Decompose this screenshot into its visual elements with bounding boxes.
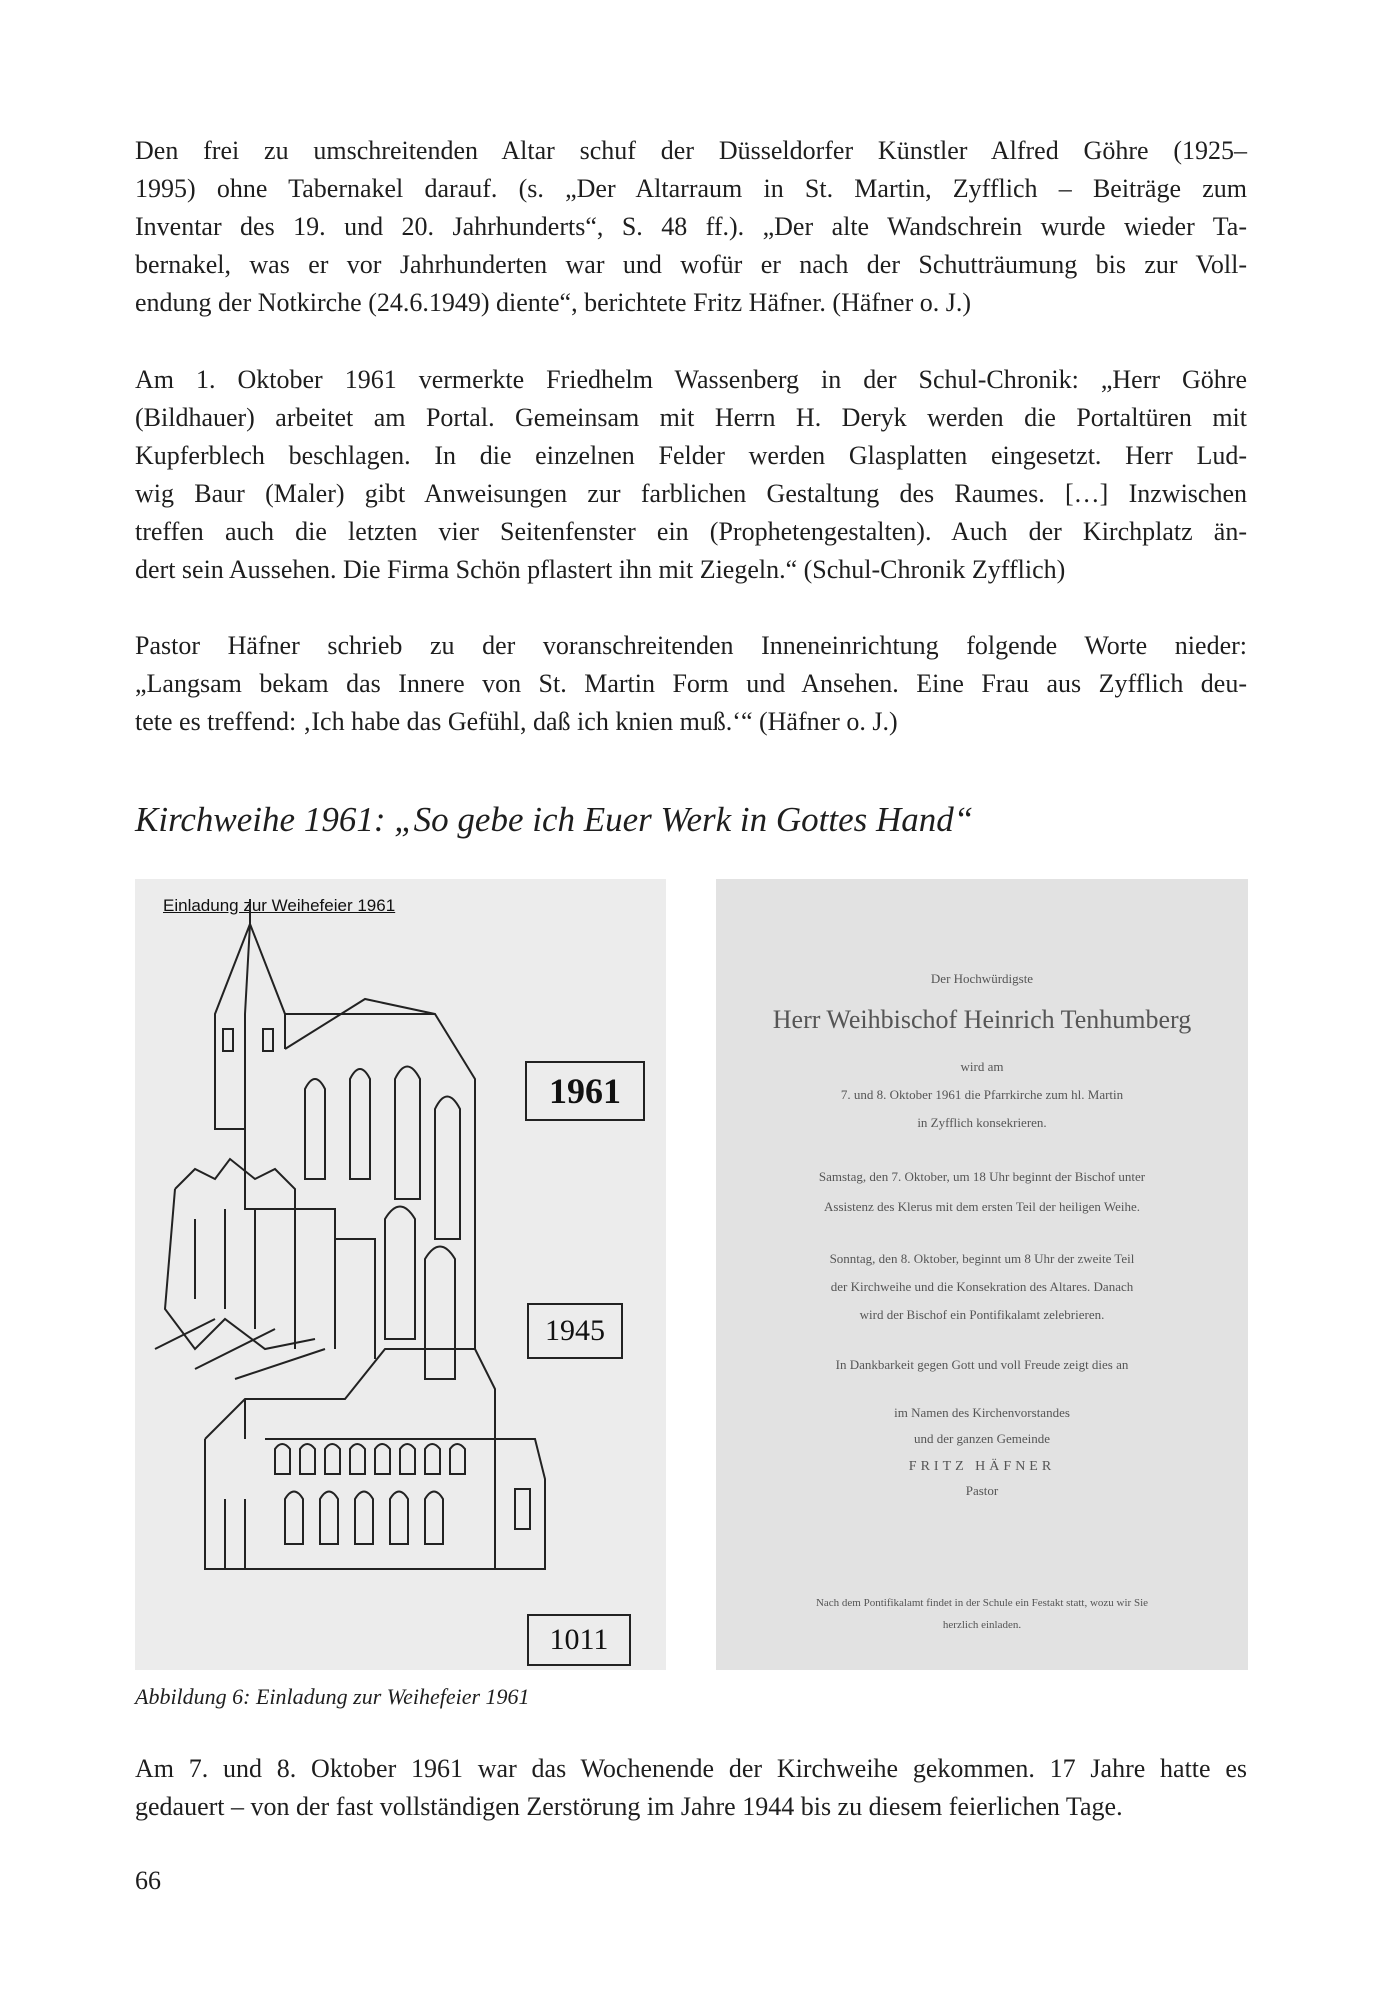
invitation-saturday-2: Assistenz des Klerus mit dem ersten Teil der heiligen Weihe. — [824, 1199, 1140, 1214]
paragraph-line: wig Baur (Maler) gibt Anweisungen zur farblichen Gestaltung des Raumes. […] Inzwischen — [135, 479, 1247, 508]
paragraph-school-chronicle — [135, 361, 1247, 589]
church-drawing — [135, 879, 666, 1670]
invitation-sunday-2: der Kirchweihe und die Konsekration des Altares. Danach — [830, 1279, 1134, 1294]
invitation-footer-2: herzlich einladen. — [942, 1619, 1022, 1631]
paragraph-line: bernakel, was er vor Jahrhunderten war und wofür er nach der Schutträumung bis zur Voll- — [135, 250, 1247, 279]
invitation-line-5: in Zyfflich konsekrieren. — [917, 1115, 1047, 1130]
paragraph-line: tete es treffend: ‚Ich habe das Gefühl, daß ich knien muß.‘“ (Häfner o. J.) — [135, 707, 898, 736]
paragraph-altar — [135, 132, 1247, 322]
paragraph-line: Den frei zu umschreitenden Altar schuf der Düsseldorfer Künstler Alfred Göhre (1925– — [135, 136, 1247, 165]
invitation-name-2: und der ganzen Gemeinde — [913, 1431, 1051, 1446]
paragraph-line: endung der Notkirche (24.6.1949) diente“, berichtete Fritz Häfner. (Häfner o. J.) — [135, 288, 972, 317]
invitation-line-3: wird am — [960, 1059, 1004, 1074]
paragraph-line: Am 1. Oktober 1961 vermerkte Friedhelm Wassenberg in der Schul-Chronik: „Herr Göhre — [135, 365, 1247, 394]
invitation-thanks: In Dankbarkeit gegen Gott und voll Freude zeigt dies an — [835, 1357, 1129, 1372]
invitation-saturday-1: Samstag, den 7. Oktober, um 18 Uhr beginnt der Bischof unter — [818, 1169, 1146, 1184]
invitation-text-figure — [716, 879, 1248, 1670]
paragraph-pastor-quote — [135, 627, 1247, 741]
paragraph-line: dert sein Aussehen. Die Firma Schön pflastert ihn mit Ziegeln.“ (Schul-Chronik Zyfflich) — [135, 555, 1066, 584]
year-box-1945: 1945 — [527, 1303, 623, 1359]
invitation-signer: FRITZ HÄFNER — [908, 1459, 1056, 1474]
invitation-signer-title: Pastor — [965, 1483, 999, 1498]
paragraph-line: (Bildhauer) arbeitet am Portal. Gemeinsam mit Herrn H. Deryk werden die Portaltüren mit — [135, 403, 1247, 432]
paragraph-line: 1995) ohne Tabernakel darauf. (s. „Der Altarraum in St. Martin, Zyfflich – Beiträge zum — [135, 174, 1247, 203]
year-box-1961: 1961 — [525, 1061, 645, 1121]
figure-caption: Abbildung 6: Einladung zur Weihefeier 1961 — [135, 1684, 530, 1709]
paragraph-line: Pastor Häfner schrieb zu der voranschreitenden Inneneinrichtung folgende Worte nieder: — [135, 631, 1247, 660]
year-box-1011: 1011 — [527, 1614, 631, 1666]
section-heading: Kirchweihe 1961: „So gebe ich Euer Werk in Gottes Hand“ — [135, 800, 974, 839]
invitation-sunday-1: Sonntag, den 8. Oktober, beginnt um 8 Uhr der zweite Teil — [829, 1251, 1135, 1266]
paragraph-line: „Langsam bekam das Innere von St. Martin Form und Ansehen. Eine Frau aus Zyfflich deu- — [135, 669, 1247, 698]
paragraph-line: Am 7. und 8. Oktober 1961 war das Wochenende der Kirchweihe gekommen. 17 Jahre hatte es — [135, 1754, 1247, 1783]
figure-left-title: Einladung zur Weihefeier 1961 — [163, 896, 396, 915]
paragraph-line: Inventar des 19. und 20. Jahrhunderts“, S. 48 ff.). „Der alte Wandschrein wurde wieder Ta- — [135, 212, 1247, 241]
paragraph-line: treffen auch die letzten vier Seitenfenster ein (Prophetengestalten). Auch der Kirchplatz än- — [135, 517, 1247, 546]
page-number: 66 — [135, 1866, 161, 1895]
invitation-bishop-name: Herr Weihbischof Heinrich Tenhumberg — [772, 1005, 1192, 1034]
paragraph-line: Kupferblech beschlagen. In die einzelnen Felder werden Glasplatten eingesetzt. Herr Lud- — [135, 441, 1247, 470]
invitation-sunday-3: wird der Bischof ein Pontifikalamt zelebrieren. — [859, 1307, 1105, 1322]
invitation-drawing-figure — [135, 879, 666, 1670]
paragraph-consecration — [135, 1750, 1247, 1826]
paragraph-line: gedauert – von der fast vollständigen Zerstörung im Jahre 1944 bis zu diesem feierlichen Tage. — [135, 1792, 1123, 1821]
invitation-line-1: Der Hochwürdigste — [930, 971, 1034, 986]
invitation-name-1: im Namen des Kirchenvorstandes — [894, 1405, 1070, 1420]
invitation-line-4: 7. und 8. Oktober 1961 die Pfarrkirche zum hl. Martin — [840, 1087, 1124, 1102]
invitation-footer-1: Nach dem Pontifikalamt findet in der Schule ein Festakt statt, wozu wir Sie — [815, 1597, 1149, 1609]
